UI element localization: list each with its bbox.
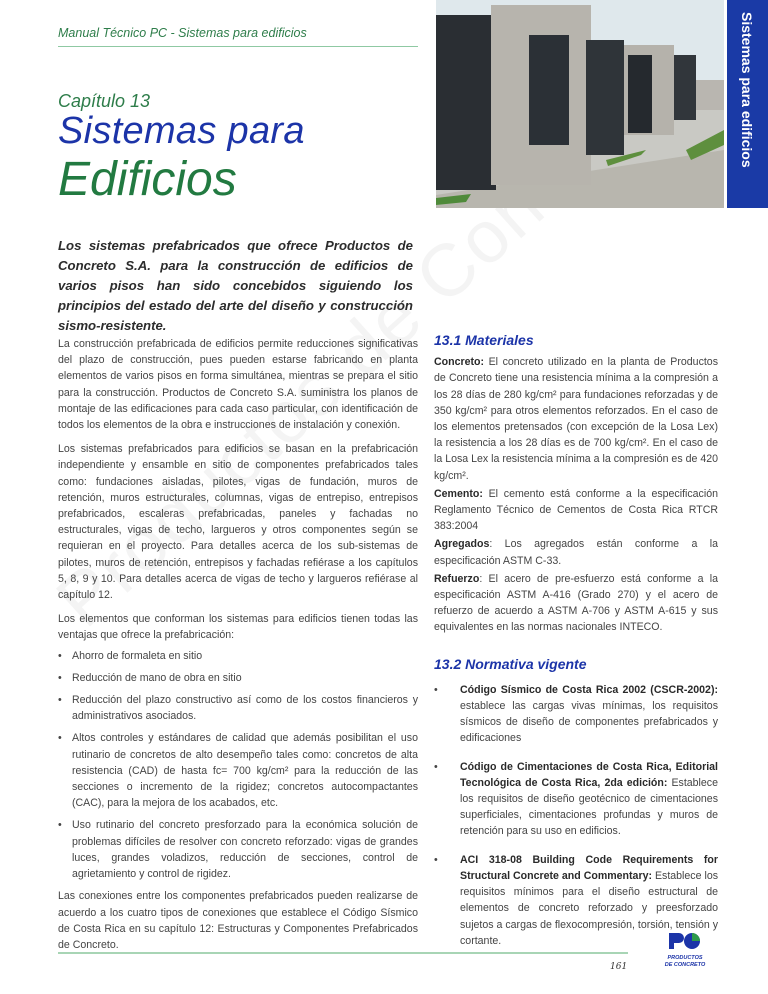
list-item: • ACI 318-08 Building Code Requirements for Structural Concrete and Commentary: Establece los requisitos mínimos para el diseño estructural de elementos de concreto reforzado y preesforzado sujetos a cargas de flexocompresión, torsión, tensión y cortante. — [434, 853, 719, 947]
building-photo — [436, 0, 724, 208]
list-item: • Código de Cimentaciones de Costa Rica, Editorial Tecnológica de Costa Rica, 2da edición: Establece los requisitos de diseño geotécnico de cimentaciones superficiales, cimentaciones profundas y muros de retención para su uso en edificios. — [434, 760, 718, 838]
header-rule — [58, 46, 418, 47]
list-item: • Uso rutinario del concreto presforzado para la económica solución de problemas difíciles de resolver con concreto reforzado: vigas de grandes luces, grandes voladizos, reducción de secciones, control de agrietamiento y control de rigidez. — [58, 819, 418, 881]
section-heading-normativa: 13.2 Normativa vigente — [434, 655, 587, 672]
list-item: • Código Sísmico de Costa Rica 2002 (CSCR-2002): establece las cargas vivas mínimas, los requisitos sísmicos de diseño de componentes prefabricados y edificaciones — [434, 683, 718, 745]
paragraph: Los elementos que conforman los sistemas para edificios tienen todas las ventajas que ofrece la prefabricación: — [58, 613, 418, 642]
bullet-icon: • — [434, 683, 438, 696]
list-item: • Ahorro de formaleta en sitio — [58, 648, 418, 664]
left-column — [58, 336, 418, 961]
material-concreto: Concreto: El concreto utilizado en la planta de Productos de Concreto tiene una resistencia mínima a la compresión a los 28 días de 280 kg/cm² para fundaciones reforzadas y de 350 kg/cm² para otros elementos reforzados. En el caso de los elementos pretensados (con excepción de la Losa Lex) la resistencia a los 28 días es de 700 kg/cm². En el caso de la Losa Lex la resistencia mínima a la compresión es de 420 kg/cm². — [434, 356, 718, 482]
material-refuerzo: Refuerzo: El acero de pre-esfuerzo está conforme a la especificación ASTM A-416 (Grado 270) y el acero de refuerzo de acuerdo a ASTM A-706 y ASTM A-615 y sus equivalentes en las normas nacionales INTECO. — [434, 572, 718, 634]
logo-text-line1: PRODUCTOS — [667, 955, 703, 961]
chapter-title-line2: Edificios — [58, 153, 237, 206]
side-tab-label: Sistemas para edificios — [739, 12, 755, 168]
advantages-list — [58, 648, 418, 883]
list-item: • Altos controles y estándares de calidad que además posibilitan el uso rutinario de concretos de alto desempeño tales como: concretos de alta resistencia (CAD) de hasta fc= 700 kg/cm² para la reducción de las secciones o incremento de la rigidez; concretos autocompactantes (CAC), para la mejora de los acabados, etc. — [58, 732, 418, 810]
bullet-icon: • — [58, 671, 62, 684]
list-item: • Reducción del plazo constructivo así como de los costos financieros y administrativos asociados. — [58, 694, 418, 723]
pc-logo-icon — [668, 932, 702, 950]
chapter-label: Capítulo 13 — [58, 91, 151, 111]
intro-paragraph: Los sistemas prefabricados que ofrece Productos de Concreto S.A. para la construcción de edificios de varios pisos han sido concebidos siguiendo los principios del estado del arte del diseño y construcción sismo-resistente. — [58, 238, 413, 333]
closing-paragraph: Las conexiones entre los componentes prefabricados pueden realizarse de acuerdo a los cuatro tipos de conexiones que establece el Código Sísmico de Costa Rica en su capítulo 12: Estructuras y Componentes Prefabricados de Concreto. — [58, 890, 418, 951]
material-agregados: Agregados: Los agregados están conforme a la especificación ASTM C-33. — [434, 538, 718, 567]
bullet-icon: • — [434, 760, 438, 773]
page-number: 161 — [610, 962, 628, 972]
list-item: • Reducción de mano de obra en sitio — [58, 670, 418, 686]
paragraph: La construcción prefabricada de edificios permite reducciones significativas del plazo de construcción, pues pueden estarse fabricando en planta elementos de varios pisos en forma simultánea, mientras se prepara el sitio para la construcción. Productos de Concreto S.A. suministra los planos de montaje de las edificaciones para cada caso particular, con identificación de todos los elementos de la obra e instrucciones de instalación y conexión. — [58, 338, 418, 432]
footer-rule — [58, 952, 628, 954]
section-heading-materiales: 13.1 Materiales — [434, 332, 534, 348]
chapter-title-line1: Sistemas para — [58, 110, 305, 152]
bullet-icon: • — [58, 694, 62, 707]
company-logo — [660, 932, 710, 969]
material-cemento: Cemento: El cemento está conforme a la especificación Reglamento Técnico de Cementos de Costa Rica RTCR 383:2004 — [434, 487, 718, 533]
running-header: Manual Técnico PC - Sistemas para edificios — [58, 26, 307, 40]
right-column — [434, 332, 718, 961]
bullet-icon: • — [58, 649, 62, 662]
bullet-icon: • — [434, 853, 438, 866]
bullet-icon: • — [58, 819, 62, 832]
building-illustration-icon — [436, 0, 724, 208]
normativa-list — [434, 682, 718, 949]
logo-text-line2: DE CONCRETO — [664, 962, 706, 968]
bullet-icon: • — [58, 732, 62, 745]
paragraph: Los sistemas prefabricados para edificios se basan en la prefabricación independiente y ensamble en sitio de componentes prefabricados tales como: fundaciones aisladas, pilotes, vigas de fundación, muros de retención, muros estructurales, columnas, vigas de entrepiso, entrepisos prefabricados, escaleras prefabricadas, paneles y fachadas no estructurales, vigas de techo, largueros y otros componentes según se requieran en el proyecto. Para detalles acerca de los sub-sistemas de pilotes, muros de retención, entrepisos y fachadas refiérase a los capítulos 5, 8, 9 y 10. Para detalles acerca de vigas de techo y largueros refiérase al capítulo 12. — [58, 443, 418, 602]
side-tab — [727, 0, 768, 208]
